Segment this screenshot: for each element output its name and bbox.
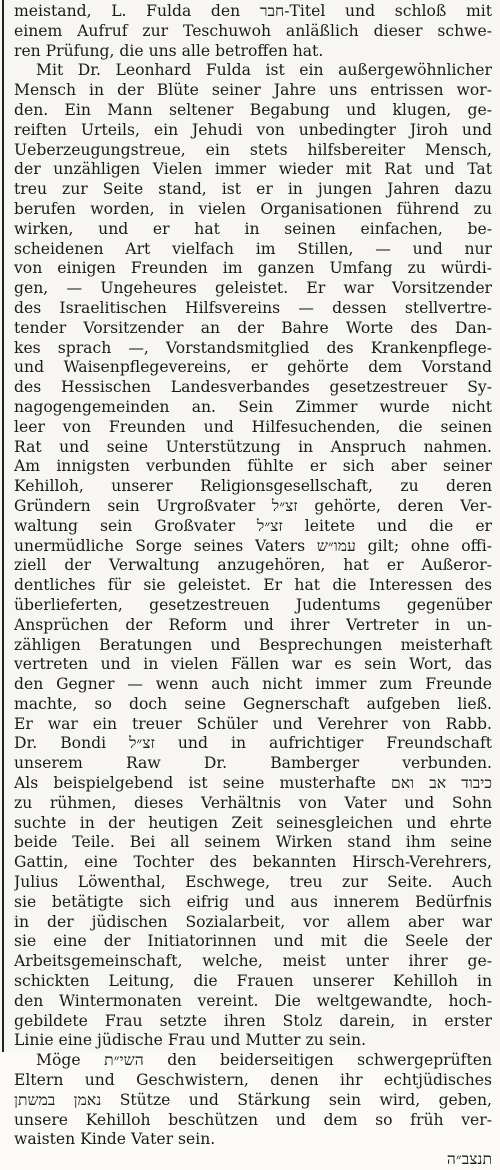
article-line: machte, so doch seine Gegnerschaft aufgeben ließ. bbox=[14, 694, 492, 713]
article-line: reiften Urteils, ein Jehudi von unbedingter Jiroh und bbox=[14, 120, 492, 139]
article-line: unsere Kehilloh beschützen und dem so früh ver- bbox=[14, 1110, 492, 1129]
article-line: berufen worden, in vielen Organisationen führend zu bbox=[14, 199, 492, 218]
article-line: leer von Freunden und Hilfesuchenden, die seinen bbox=[14, 417, 492, 436]
article-line: Arbeitsgemeinschaft, welche, meist unter ihrer ge- bbox=[14, 952, 492, 971]
article-line: Mit Dr. Leonhard Fulda ist ein außergewöhnlicher bbox=[36, 61, 492, 80]
article-line: des Hessischen Landesverbandes gesetzestreuer Sy- bbox=[14, 378, 492, 397]
article-line: sie eine der Initiatorinnen und mit die Seele der bbox=[14, 932, 492, 951]
article-line: Gattin, eine Tochter des bekannten Hirsch-Verehrers, bbox=[14, 853, 492, 872]
article-line: den. Ein Mann seltener Begabung und klugen, ge- bbox=[14, 100, 492, 119]
article-line: den Gegner — wenn auch nicht immer zum Freunde bbox=[14, 675, 492, 694]
article-line: Ueberzeugungstreue, ein stets hilfsbereiter Mensch, bbox=[14, 140, 492, 159]
article-line: tender Vorsitzender an der Bahre Worte des Dan- bbox=[14, 318, 492, 337]
article-line: wirken, und er hat in seinen einfachen, be- bbox=[14, 219, 492, 238]
article-line: sie betätigte sich eifrig und aus innerem Bedürfnis bbox=[14, 892, 492, 911]
article-line: Eltern und Geschwistern, denen ihr echtjüdisches bbox=[14, 1071, 492, 1090]
article-line: ren Prüfung, die uns alle betroffen hat. bbox=[14, 41, 324, 60]
article-line: in der jüdischen Sozialarbeit, vor allem aber war bbox=[14, 912, 492, 931]
article-line: Dr. Bondi זצ״ל und in aufrichtiger Freundschaft bbox=[14, 734, 492, 753]
article-line: unserem Raw Dr. Bamberger verbunden. bbox=[14, 754, 492, 773]
article-line: Linie eine jüdische Frau und Mutter zu sein. bbox=[14, 1031, 367, 1050]
article-line: und Waisenpflegevereins, er gehörte dem Vorstand bbox=[14, 358, 492, 377]
article-line: dentliches für sie geleistet. Er hat die Interessen des bbox=[14, 576, 492, 595]
article-line: Am innigsten verbunden fühlte er sich aber seiner bbox=[14, 457, 492, 476]
article-line: schickten Leitung, die Frauen unserer Kehilloh in bbox=[14, 972, 492, 991]
article-line: nagogengemeinden an. Sein Zimmer wurde nicht bbox=[14, 397, 492, 416]
article-line: überlieferten, gesetzestreuen Judentums gegenüber bbox=[14, 595, 492, 614]
article-line: Gründern sein Urgroßvater זצ״ל gehörte, deren Ver- bbox=[14, 496, 492, 515]
article-line: Mensch in der Blüte seiner Jahre uns entrissen wor- bbox=[14, 81, 492, 100]
article-line: meistand, L. Fulda den חבר-Titel und schloß mit bbox=[14, 2, 492, 20]
article-line: zähligen Beratungen und Besprechungen meisterhaft bbox=[14, 635, 492, 654]
article-line: den Wintermonaten vereint. Die weltgewandte, hoch- bbox=[14, 991, 492, 1010]
article-line: נאמן במשתן Stütze und Stärkung sein wird, geben, bbox=[14, 1090, 492, 1109]
article-line: gen, — Ungeheures geleistet. Er war Vorsitzender bbox=[14, 279, 492, 298]
article-line: Möge השי״ת den beiderseitigen schwergeprüften bbox=[36, 1051, 492, 1070]
obituary-article bbox=[14, 2, 492, 1170]
article-line: Julius Löwenthal, Eschwege, treu zur Seite. Auch bbox=[14, 873, 492, 892]
article-line: Ansprüchen der Reform und ihrer Vertreter in un- bbox=[14, 615, 492, 634]
article-line: scheidenen Art vielfach im Stillen, — und nur bbox=[14, 239, 492, 258]
article-line: ziell der Verwaltung anzugehören, hat er Außeror- bbox=[14, 556, 492, 575]
article-line: von einigen Freunden im ganzen Umfang zu würdi- bbox=[14, 259, 492, 278]
article-line: einem Aufruf zur Teschuwoh anläßlich dieser schwe- bbox=[14, 21, 492, 40]
article-line: waltung sein Großvater זצ״ל leitete und die er bbox=[14, 516, 492, 535]
article-line: vertreten und in vielen Fällen war es sein Wort, das bbox=[14, 655, 492, 674]
article-line: beide Teile. Bei all seinem Wirken stand ihm seine bbox=[14, 833, 492, 852]
article-line: treu zur Seite stand, ist er in jungen Jahren dazu bbox=[14, 180, 492, 199]
article-line: Als beispielgebend ist seine musterhafte כיבוד אב ואם bbox=[14, 774, 492, 793]
column-rule bbox=[2, 0, 4, 1052]
article-line: suchte in der heutigen Zeit seinesgleichen und ehrte bbox=[14, 813, 492, 832]
article-line: Kehilloh, unserer Religionsgesellschaft, zu deren bbox=[14, 477, 492, 496]
article-line: unermüdliche Sorge seines Vaters עמו״ש gilt; ohne offi- bbox=[14, 536, 492, 555]
article-line: gebildete Frau setzte ihren Stolz darein, in erster bbox=[14, 1011, 492, 1030]
article-line: der unzähligen Vielen immer wieder mit Rat und Tat bbox=[14, 160, 492, 179]
signature-tnzbh: תנצב״ה bbox=[446, 1150, 492, 1169]
article-line: Rat und seine Unterstützung in Anspruch nahmen. bbox=[14, 437, 492, 456]
article-line: Er war ein treuer Schüler und Verehrer von Rabb. bbox=[14, 714, 492, 733]
article-line: zu rühmen, dieses Verhältnis von Vater und Sohn bbox=[14, 793, 492, 812]
article-line: waisten Kinde Vater sein. bbox=[14, 1130, 216, 1149]
article-line: kes sprach —, Vorstandsmitglied des Krankenpflege- bbox=[14, 338, 492, 357]
article-line: des Israelitischen Hilfsvereins — dessen stellvertre- bbox=[14, 298, 492, 317]
